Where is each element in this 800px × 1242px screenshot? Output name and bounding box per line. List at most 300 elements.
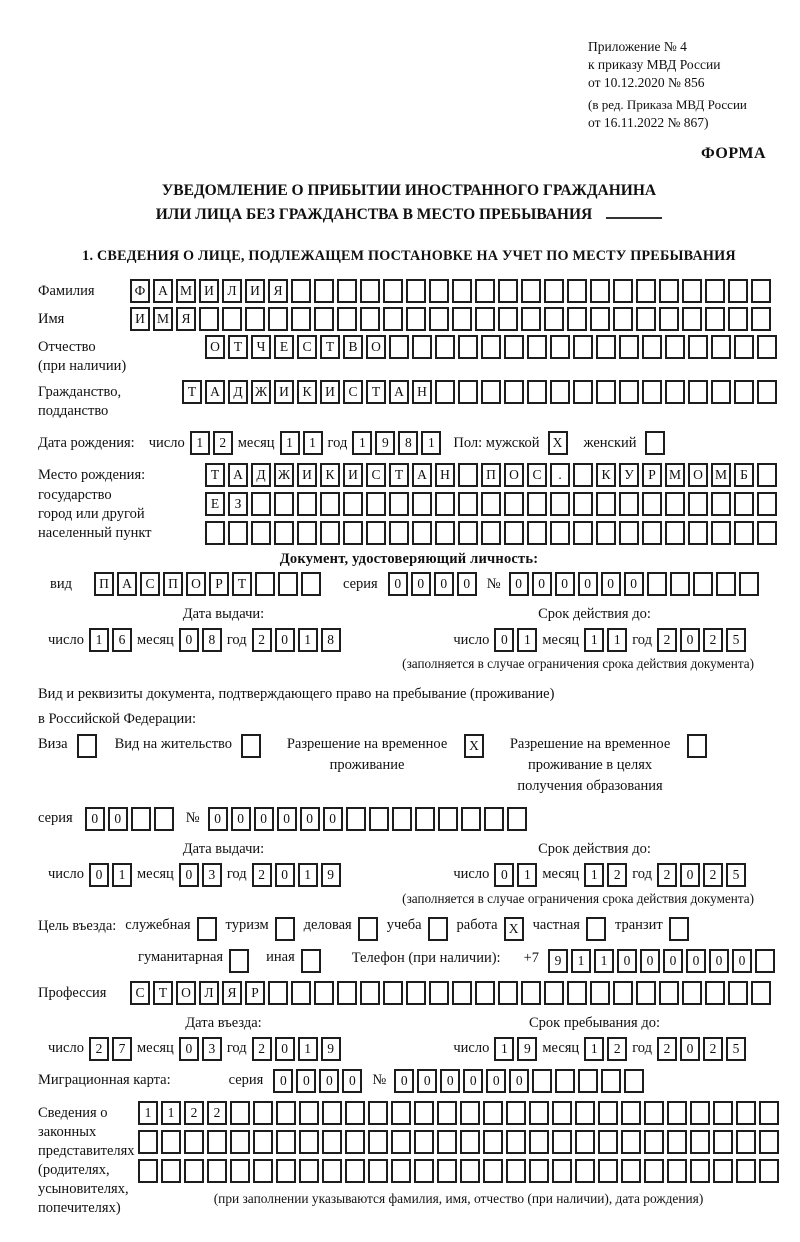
form-cell: 0 <box>601 572 621 596</box>
form-cell <box>619 335 639 359</box>
form-cell: П <box>94 572 114 596</box>
identity-dates-header <box>38 606 780 623</box>
form-cell <box>383 307 403 331</box>
residence-intro: Вид и реквизиты документа, подтверждающего право на пребывание (проживание) в Российской Федерации: <box>38 686 555 728</box>
form-cell <box>659 307 679 331</box>
form-cell <box>299 1130 319 1154</box>
birth-month-cells <box>280 431 323 455</box>
form-cell <box>131 807 151 831</box>
surname-label: Фамилия <box>38 282 95 299</box>
form-cell <box>460 1130 480 1154</box>
form-cell <box>529 1130 549 1154</box>
form-cell: 1 <box>89 628 109 652</box>
form-cell: Т <box>228 335 248 359</box>
form-cell: Д <box>228 380 248 404</box>
form-cell: 0 <box>732 949 752 973</box>
form-cell <box>734 335 754 359</box>
form-cell <box>199 307 219 331</box>
form-cell <box>527 492 547 516</box>
residence-expiry-label: Срок действия до: <box>538 840 651 857</box>
form-cell <box>483 1130 503 1154</box>
migration-number-label: № <box>372 1072 387 1089</box>
residence-permit-checkbox <box>241 734 261 758</box>
form-cell <box>483 1159 503 1183</box>
ref-line: от 16.11.2022 № 867) <box>588 114 709 130</box>
form-cell: О <box>176 981 196 1005</box>
form-cell <box>667 1101 687 1125</box>
form-cell <box>550 380 570 404</box>
form-cell <box>369 807 389 831</box>
form-cell: Т <box>320 335 340 359</box>
form-cell <box>705 307 725 331</box>
form-cell <box>598 1159 618 1183</box>
form-cell: 8 <box>321 628 341 652</box>
form-cell <box>276 1130 296 1154</box>
form-cell <box>241 734 261 758</box>
identity-number-label: № <box>486 575 501 592</box>
form-cell <box>392 807 412 831</box>
form-cell: 0 <box>179 863 199 887</box>
form-cell: 0 <box>509 572 529 596</box>
form-cell <box>414 1159 434 1183</box>
form-cell: 6 <box>112 628 132 652</box>
residence-series-row <box>38 807 780 831</box>
form-cell <box>276 1101 296 1125</box>
residence-expiry-year <box>657 863 746 887</box>
form-cell <box>475 307 495 331</box>
form-cell: 2 <box>213 431 233 455</box>
residence-permit-option: Вид на жительство <box>115 734 261 758</box>
form-cell <box>690 1130 710 1154</box>
temp-residence-option: Разрешение на временное проживание X <box>279 734 484 776</box>
identity-issue-day <box>89 628 132 652</box>
form-cell <box>713 1101 733 1125</box>
form-cell: К <box>297 380 317 404</box>
form-cell <box>665 335 685 359</box>
form-cell <box>230 1101 250 1125</box>
stay-until-date: число 1 9 месяц 1 2 год 2 0 2 5 <box>453 1037 746 1061</box>
form-cell: 0 <box>457 572 477 596</box>
stay-day <box>494 1037 537 1061</box>
identity-type-row <box>38 572 780 596</box>
form-cell: 1 <box>303 431 323 455</box>
form-cell: Л <box>199 981 219 1005</box>
form-cell: И <box>245 279 265 303</box>
form-cell: 2 <box>184 1101 204 1125</box>
firstname-label: Имя <box>38 310 65 327</box>
form-cell <box>274 492 294 516</box>
form-cell <box>567 981 587 1005</box>
form-cell: 0 <box>394 1069 414 1093</box>
form-cell <box>391 1101 411 1125</box>
form-cell <box>389 492 409 516</box>
form-cell: 1 <box>421 431 441 455</box>
form-cell <box>481 521 501 545</box>
form-cell <box>460 1101 480 1125</box>
residence-issue-label: Дата выдачи: <box>182 840 265 857</box>
purpose-transit-checkbox <box>669 917 689 941</box>
form-cell <box>644 1101 664 1125</box>
form-cell: Я <box>268 279 288 303</box>
form-cell <box>458 492 478 516</box>
form-cell <box>642 521 662 545</box>
birthplace-row3 <box>205 521 777 545</box>
form-cell: О <box>366 335 386 359</box>
form-cell <box>205 521 225 545</box>
birthplace-rows <box>205 463 777 545</box>
form-cell: 1 <box>571 949 591 973</box>
form-cell <box>529 1159 549 1183</box>
purpose-other: иная <box>266 949 321 973</box>
form-cell <box>452 279 472 303</box>
firstname-row <box>38 307 780 331</box>
birth-day-cells <box>190 431 233 455</box>
residence-issue-date: число 0 1 месяц 0 3 год 2 0 1 9 <box>48 863 341 887</box>
form-cell <box>736 1101 756 1125</box>
form-cell <box>751 279 771 303</box>
form-cell <box>475 981 495 1005</box>
form-cell: С <box>366 463 386 487</box>
entry-day <box>89 1037 132 1061</box>
temp-residence-checkbox <box>464 734 484 758</box>
form-cell <box>314 279 334 303</box>
purpose-row <box>38 917 780 941</box>
form-cell <box>268 981 288 1005</box>
form-cell: 0 <box>388 572 408 596</box>
form-cell <box>642 492 662 516</box>
form-cell: 1 <box>352 431 372 455</box>
form-cell <box>659 279 679 303</box>
form-cell: 0 <box>179 1037 199 1061</box>
representatives-cell-rows <box>138 1101 779 1183</box>
form-cell: Т <box>389 463 409 487</box>
form-cell: 1 <box>517 863 537 887</box>
form-cell: 7 <box>112 1037 132 1061</box>
form-cell: 8 <box>202 628 222 652</box>
form-cell <box>751 981 771 1005</box>
form-cell: 0 <box>555 572 575 596</box>
form-cell <box>757 463 777 487</box>
form-cell <box>759 1101 779 1125</box>
citizenship-label: Гражданство, подданство <box>38 384 122 420</box>
representatives-row2 <box>138 1130 779 1154</box>
form-cell <box>682 307 702 331</box>
form-cell <box>555 1069 575 1093</box>
form-cell <box>337 279 357 303</box>
form-cell: 9 <box>321 863 341 887</box>
form-cell <box>507 807 527 831</box>
residence-dates-header <box>38 841 780 858</box>
form-cell: 0 <box>434 572 454 596</box>
form-cell: 0 <box>509 1069 529 1093</box>
form-cell <box>713 1130 733 1154</box>
visa-checkbox <box>77 734 97 758</box>
form-cell: 0 <box>108 807 128 831</box>
form-cell <box>253 1101 273 1125</box>
form-cell <box>414 1101 434 1125</box>
form-cell: 0 <box>296 1069 316 1093</box>
form-cell: 8 <box>398 431 418 455</box>
citizenship-cells <box>182 380 777 404</box>
form-cell: 1 <box>190 431 210 455</box>
form-cell: X <box>464 734 484 758</box>
form-cell: 0 <box>85 807 105 831</box>
form-cell <box>274 521 294 545</box>
edu-residence-checkbox <box>687 734 707 758</box>
form-cell: 1 <box>298 1037 318 1061</box>
form-cell: 1 <box>584 863 604 887</box>
form-cell <box>693 572 713 596</box>
form-cell: И <box>297 463 317 487</box>
form-cell <box>532 1069 552 1093</box>
residence-number-cells <box>208 807 527 831</box>
form-cell <box>601 1069 621 1093</box>
form-cell <box>636 279 656 303</box>
title-blank-line <box>606 204 662 219</box>
form-cell: 2 <box>703 628 723 652</box>
identity-expiry-note: (заполняется в случае ограничения срока действия документа) <box>402 656 754 672</box>
form-cell <box>314 307 334 331</box>
form-cell <box>322 1101 342 1125</box>
form-cell <box>739 572 759 596</box>
form-cell <box>647 572 667 596</box>
form-cell <box>734 380 754 404</box>
identity-series-cells <box>388 572 477 596</box>
form-cell <box>619 380 639 404</box>
form-title-line2: ИЛИ ЛИЦА БЕЗ ГРАЖДАНСТВА В МЕСТО ПРЕБЫВАНИЯ <box>38 203 780 226</box>
form-cell <box>590 307 610 331</box>
form-cell: 1 <box>298 863 318 887</box>
form-cell <box>251 521 271 545</box>
surname-cells <box>130 279 771 303</box>
form-cell: А <box>153 279 173 303</box>
form-cell: О <box>688 463 708 487</box>
form-cell: 0 <box>578 572 598 596</box>
forma-label: ФОРМА <box>700 145 766 163</box>
form-cell <box>343 492 363 516</box>
form-cell: Т <box>205 463 225 487</box>
form-cell: Д <box>251 463 271 487</box>
form-cell: 0 <box>411 572 431 596</box>
form-cell <box>452 307 472 331</box>
form-cell <box>567 307 587 331</box>
purpose-study: учеба <box>387 917 448 941</box>
form-cell <box>297 492 317 516</box>
form-cell: Т <box>182 380 202 404</box>
form-cell <box>320 521 340 545</box>
form-cell: М <box>711 463 731 487</box>
form-cell <box>667 1159 687 1183</box>
phone-label: Телефон (при наличии): <box>351 949 501 966</box>
form-cell <box>728 981 748 1005</box>
form-cell: 5 <box>726 1037 746 1061</box>
form-cell <box>682 279 702 303</box>
form-cell <box>458 380 478 404</box>
form-cell <box>573 380 593 404</box>
form-cell <box>734 492 754 516</box>
form-cell <box>412 335 432 359</box>
purpose-transit: транзит <box>615 917 689 941</box>
form-cell: 2 <box>89 1037 109 1061</box>
representatives-rows <box>138 1101 779 1207</box>
representatives-label: Сведения о законных представителях (родителях, усыновителях, попечителях) <box>38 1104 135 1217</box>
form-cell: Т <box>153 981 173 1005</box>
form-cell: С <box>343 380 363 404</box>
form-cell: 2 <box>607 863 627 887</box>
form-cell: 2 <box>657 863 677 887</box>
form-cell <box>734 521 754 545</box>
form-cell: 0 <box>319 1069 339 1093</box>
residence-issue-day <box>89 863 132 887</box>
form-cell <box>481 380 501 404</box>
form-cell <box>665 521 685 545</box>
form-cell: 0 <box>273 1069 293 1093</box>
form-cell: 0 <box>532 572 552 596</box>
form-cell <box>728 279 748 303</box>
identity-issue-label: Дата выдачи: <box>182 606 265 623</box>
firstname-cells <box>130 307 771 331</box>
form-cell <box>435 380 455 404</box>
form-cell <box>197 917 217 941</box>
surname-row <box>38 279 780 303</box>
form-cell <box>435 521 455 545</box>
form-cell: 1 <box>280 431 300 455</box>
form-cell: 2 <box>252 1037 272 1061</box>
form-cell: С <box>297 335 317 359</box>
form-cell: 3 <box>202 863 222 887</box>
form-cell <box>687 734 707 758</box>
form-cell <box>429 981 449 1005</box>
purpose-private: частная <box>533 917 606 941</box>
form-cell <box>621 1159 641 1183</box>
form-cell: М <box>176 279 196 303</box>
form-cell <box>624 1069 644 1093</box>
form-cell <box>255 572 275 596</box>
patronymic-label: Отчество (при наличии) <box>38 338 127 375</box>
residence-expiry-day <box>494 863 537 887</box>
purpose-tourism: туризм <box>226 917 295 941</box>
representatives-row3 <box>138 1159 779 1183</box>
form-cell: А <box>389 380 409 404</box>
form-cell: 1 <box>138 1101 158 1125</box>
form-cell: 5 <box>726 863 746 887</box>
stay-until-label: Срок пребывания до: <box>529 1014 660 1031</box>
form-cell <box>368 1159 388 1183</box>
migration-card-label: Миграционная карта: <box>38 1072 171 1089</box>
form-cell: О <box>186 572 206 596</box>
form-cell <box>575 1159 595 1183</box>
form-cell <box>366 521 386 545</box>
form-title <box>38 179 780 226</box>
form-cell <box>757 380 777 404</box>
purpose-business: деловая <box>304 917 378 941</box>
birthdate-row <box>38 431 780 455</box>
form-cell <box>645 431 665 455</box>
form-cell <box>345 1159 365 1183</box>
form-cell <box>253 1130 273 1154</box>
form-cell <box>736 1159 756 1183</box>
form-cell <box>368 1130 388 1154</box>
form-cell <box>670 572 690 596</box>
patronymic-cells <box>205 335 777 359</box>
form-cell: X <box>548 431 568 455</box>
form-cell: 0 <box>275 1037 295 1061</box>
form-cell <box>458 521 478 545</box>
form-cell <box>498 981 518 1005</box>
residence-number-label: № <box>185 810 200 827</box>
form-cell <box>669 917 689 941</box>
form-cell <box>389 335 409 359</box>
form-cell <box>596 492 616 516</box>
form-cell <box>481 335 501 359</box>
form-cell <box>229 949 249 973</box>
form-cell: . <box>550 463 570 487</box>
representatives-row1 <box>138 1101 779 1125</box>
form-cell <box>573 335 593 359</box>
form-title-line1: УВЕДОМЛЕНИЕ О ПРИБЫТИИ ИНОСТРАННОГО ГРАЖДАНИНА <box>161 182 657 200</box>
form-cell: М <box>153 307 173 331</box>
form-cell <box>458 335 478 359</box>
form-cell <box>345 1101 365 1125</box>
form-cell <box>314 981 334 1005</box>
form-cell <box>506 1101 526 1125</box>
form-cell <box>460 1159 480 1183</box>
form-cell <box>297 521 317 545</box>
form-cell <box>504 492 524 516</box>
form-cell <box>757 521 777 545</box>
form-cell <box>498 307 518 331</box>
identity-expiry-month <box>584 628 627 652</box>
form-cell <box>346 807 366 831</box>
form-cell: 2 <box>657 628 677 652</box>
purpose-official-checkbox <box>197 917 217 941</box>
form-cell <box>406 981 426 1005</box>
visa-option: Виза <box>38 734 97 758</box>
form-cell <box>291 981 311 1005</box>
form-cell <box>550 521 570 545</box>
form-cell: 5 <box>726 628 746 652</box>
form-cell: И <box>274 380 294 404</box>
purpose-label: Цель въезда: <box>38 917 117 934</box>
form-cell: Р <box>209 572 229 596</box>
form-cell: 1 <box>517 628 537 652</box>
form-cell <box>412 521 432 545</box>
form-cell <box>713 1159 733 1183</box>
form-cell <box>77 734 97 758</box>
form-cell: Р <box>245 981 265 1005</box>
form-cell <box>573 521 593 545</box>
representatives-block <box>38 1101 780 1219</box>
form-cell <box>138 1130 158 1154</box>
purpose-work: работа X <box>457 917 524 941</box>
form-cell: 0 <box>680 1037 700 1061</box>
form-cell <box>644 1159 664 1183</box>
identity-issue-date: число 1 6 месяц 0 8 год 2 0 1 8 <box>48 628 341 652</box>
sex-male-label: Пол: мужской <box>453 434 540 451</box>
purpose-private-checkbox <box>586 917 606 941</box>
form-cell <box>251 492 271 516</box>
form-cell: X <box>504 917 524 941</box>
form-cell: 0 <box>277 807 297 831</box>
form-cell <box>506 1130 526 1154</box>
sex-male-checkbox <box>548 431 568 455</box>
form-cell: 1 <box>161 1101 181 1125</box>
form-cell: 2 <box>703 1037 723 1061</box>
form-cell <box>682 981 702 1005</box>
form-cell <box>550 492 570 516</box>
form-cell: И <box>343 463 363 487</box>
identity-type-cells <box>94 572 321 596</box>
